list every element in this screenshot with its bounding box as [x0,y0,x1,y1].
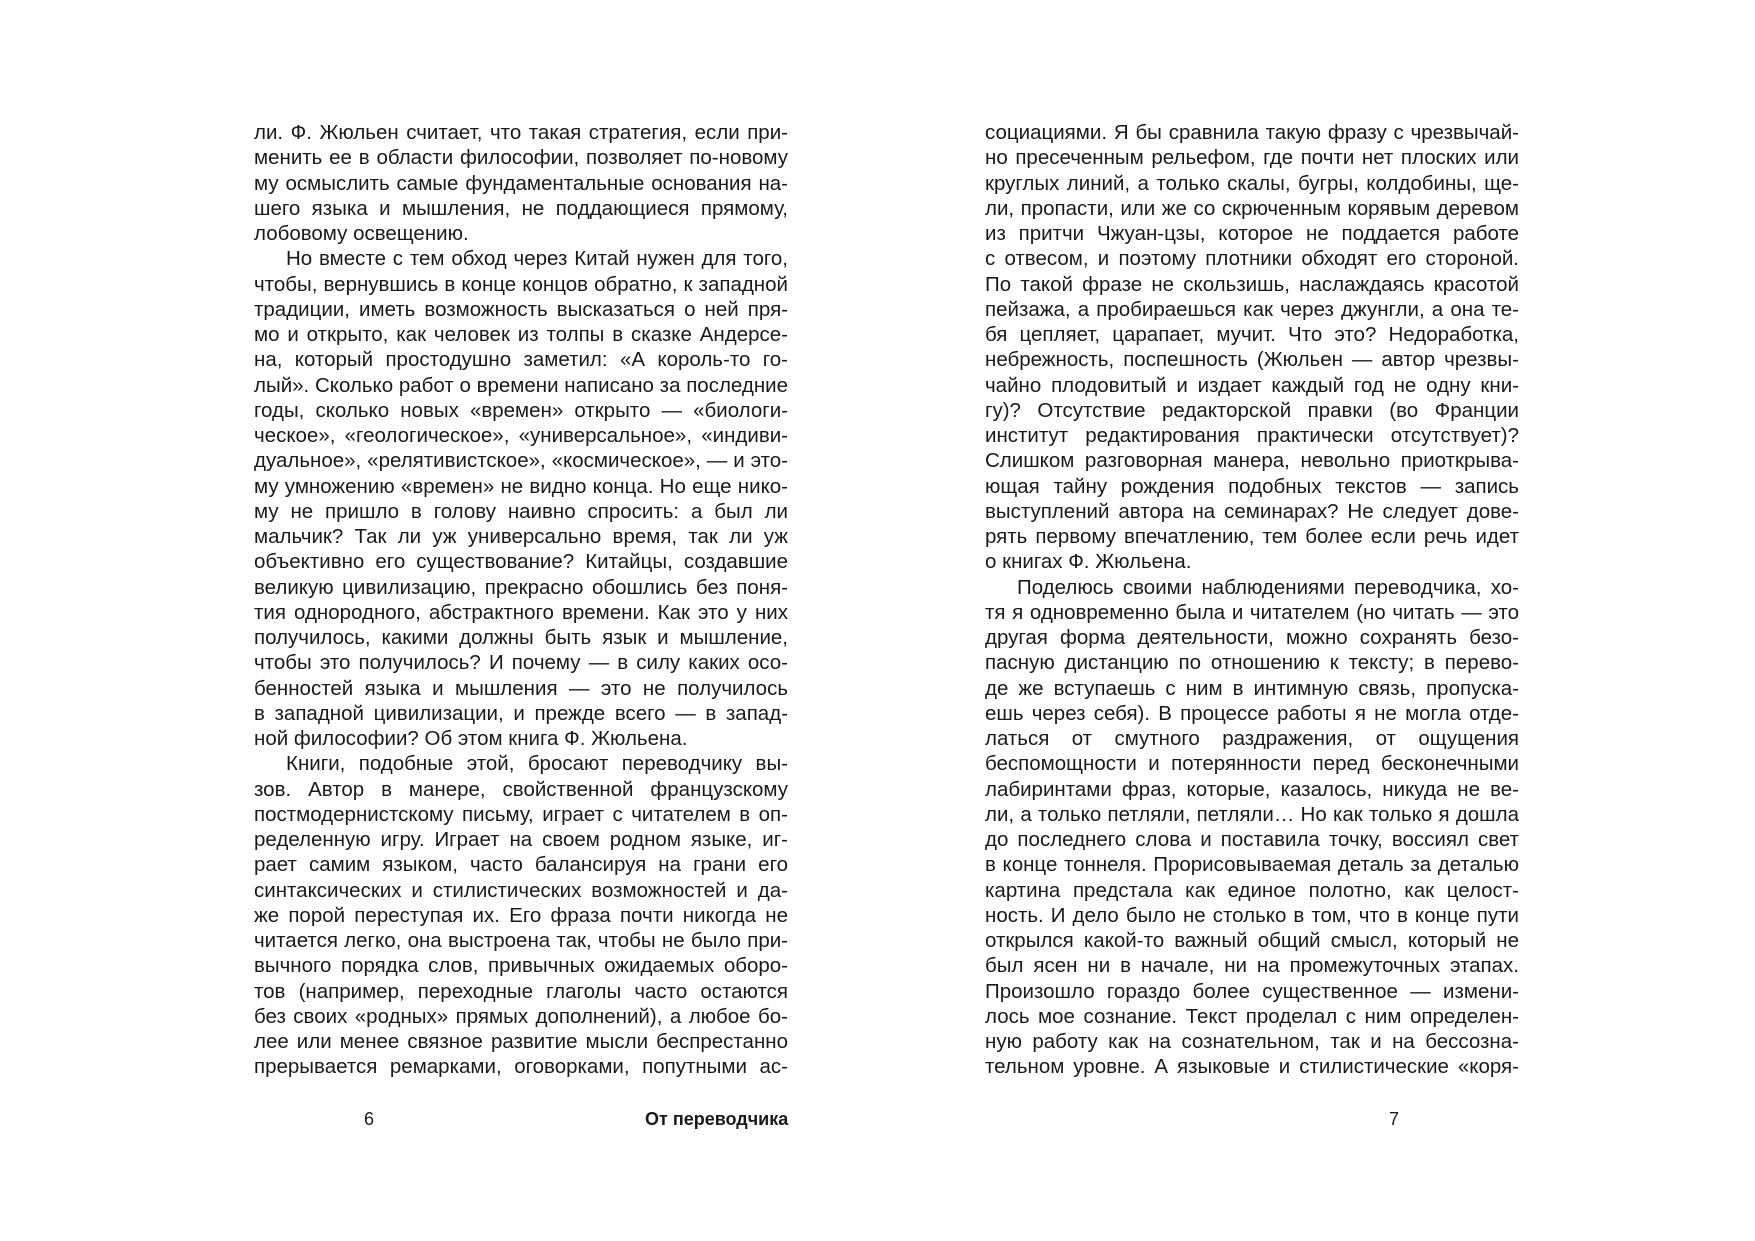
text-line: ли, пропасти, или же со скрюченным корявым деревом [985,196,1519,220]
text-line: тельном уровне. А языковые и стилистические «коря- [985,1055,1519,1079]
text-line: круглых линий, а только скалы, бугры, колдобины, ще- [985,171,1519,195]
text-line: в конце тоннеля. Прорисовываемая деталь за деталью [985,853,1519,877]
page-number-right: 7 [1389,1109,1400,1129]
text-line: ющая тайну рождения подобных текстов — запись [985,474,1519,498]
text-line: чтобы это получилось? И почему — в силу каких осо- [254,651,788,675]
text-line: латься от смутного раздражения, от ощущения [985,727,1519,750]
text-line: на, который простодушно заметил: «А король-то го- [254,348,788,372]
text-line: тов (например, переходные глаголы часто остаются [254,979,788,1003]
text-line: менить ее в области философии, позволяет по-новому [254,146,788,170]
text-line: ной философии? Об этом книга Ф. Жюльена. [254,727,688,750]
text-line: мальчик? Так ли уж универсально время, так ли уж [254,525,788,548]
text-line: объективно его существование? Китайцы, создавшие [254,550,788,574]
text-line: тия однородного, абстрактного времени. Как это у них [254,600,788,624]
text-line: чтобы, вернувшись в конце концов обратно, к западной [254,272,788,296]
text-line: выступлений автора на семинарах? Не следует дове- [985,499,1519,523]
text-line: ешь через себя). В процессе работы я не могла отде- [985,701,1519,725]
text-line: с отвесом, и поэтому плотники обходят его стороной. [985,247,1519,271]
text-line: гу)? Отсутствие редакторской правки (во Франции [985,398,1519,422]
text-line: бенностей языка и мышления — это не получилось [254,676,788,700]
text-line: лось мое сознание. Текст проделал с ним определен- [985,1004,1519,1028]
text-line: чайно плодовитый и издает каждый год не одну кни- [985,373,1519,397]
text-line: небрежность, поспешность (Жюльен — автор чрезвы- [985,348,1519,372]
text-line: По такой фразе не скользишь, наслаждаясь красотой [985,272,1519,296]
text-line: о книгах Ф. Жюльена. [985,550,1192,574]
right-page [985,120,1519,1080]
text-line: рять первому впечатлению, тем более если речь идет [985,525,1519,548]
text-line: мо и открыто, как человек из толпы в сказке Андерсе- [254,323,788,346]
text-line: ную работу как на сознательном, так и на бессозна- [985,1030,1519,1053]
running-title: От переводчика [645,1109,789,1129]
text-line: пасную дистанцию по отношению к тексту; в перево- [985,651,1519,675]
text-line: другая форма деятельности, можно сохранять безо- [985,626,1519,649]
left-page [254,120,788,1080]
text-line: традиции, иметь возможность высказаться о ней пря- [254,297,788,321]
text-line: великую цивилизацию, прекрасно обошлись без поня- [254,575,788,599]
text-line: прерывается ремарками, оговорками, попутными ас- [254,1055,788,1079]
text-line: лый». Сколько работ о времени написано за последние [254,373,788,397]
text-line: Слишком разговорная манера, невольно приоткрыва- [985,449,1519,473]
page-number-left: 6 [364,1109,375,1129]
text-line: картина предстала как единое полотно, как целост- [985,878,1519,902]
text-line: институт редактирования практически отсутствует)? [985,424,1519,447]
text-line: рает самим языком, часто балансируя на грани его [254,853,788,877]
text-line: Книги, подобные этой, бросают переводчику вы- [286,752,788,776]
text-line: лее или менее связное развитие мысли беспрестанно [254,1030,788,1053]
text-line: социациями. Я бы сравнила такую фразу с чрезвычай- [985,121,1519,144]
text-line: бя цепляет, царапает, мучит. Что это? Недоработка, [985,323,1519,346]
text-line: ределенную игру. Играет на своем родном языке, иг- [254,828,788,851]
text-line: му не пришло в голову наивно спросить: а был ли [254,499,788,523]
text-line: му умножению «времен» не видно конца. Но еще нико- [254,474,788,498]
text-line: лабиринтами фраз, которые, казалось, никуда не ве- [985,777,1519,801]
text-line: же порой переступая их. Его фраза почти никогда не [254,903,788,927]
text-line: ли, а только петляли, петляли… Но как только я дошла [985,802,1519,826]
text-line: ность. И дело было не столько в том, что в конце пути [985,903,1519,927]
text-line: но пресеченным рельефом, где почти нет плоских или [985,146,1519,170]
text-line: тя я одновременно была и читателем (но читать — это [985,600,1519,624]
text-line: Но вместе с тем обход через Китай нужен для того, [286,247,788,271]
text-line: ческое», «геологическое», «универсальное», «индиви- [254,424,788,447]
text-line: до последнего слова и поставила точку, воссиял свет [985,828,1519,851]
text-line: в западной цивилизации, и прежде всего — в запад- [254,701,788,725]
text-line: был ясен ни в начале, ни на промежуточных этапах. [985,954,1519,978]
text-line: вычного порядка слов, привычных ожидаемых оборо- [254,954,788,978]
text-line: получилось, какими должны быть язык и мышление, [254,626,788,649]
text-line: шего языка и мышления, не поддающиеся прямому, [254,196,788,220]
text-line: зов. Автор в манере, свойственной французскому [254,777,788,801]
text-line: лобовому освещению. [254,222,469,245]
text-line: из притчи Чжуан-цзы, которое не поддается работе [985,222,1519,245]
text-line: де же вступаешь с ним в интимную связь, пропуска- [985,676,1519,700]
text-line: открылся какой-то важный общий смысл, который не [985,929,1519,952]
text-line: годы, сколько новых «времен» открыто — «биологи- [254,398,788,422]
text-line: пейзажа, а пробираешься как через джунгли, а она те- [985,297,1519,321]
text-line: без своих «родных» прямых дополнений), а любое бо- [254,1004,788,1028]
text-line: синтаксических и стилистических возможностей и да- [254,878,788,902]
text-line: беспомощности и потерянности перед бесконечными [985,752,1519,776]
text-line: дуальное», «релятивистское», «космическое», — и это- [254,449,788,473]
text-line: читается легко, она выстроена так, чтобы не было при- [254,929,788,952]
text-line: ли. Ф. Жюльен считает, что такая стратегия, если при- [254,121,788,144]
text-line: му осмыслить самые фундаментальные основания на- [254,171,788,195]
text-line: Произошло гораздо более существенное — измени- [985,979,1519,1003]
text-line: Поделюсь своими наблюдениями переводчика, хо- [1017,575,1519,599]
text-line: постмодернистскому письму, играет с читателем в оп- [254,802,788,826]
